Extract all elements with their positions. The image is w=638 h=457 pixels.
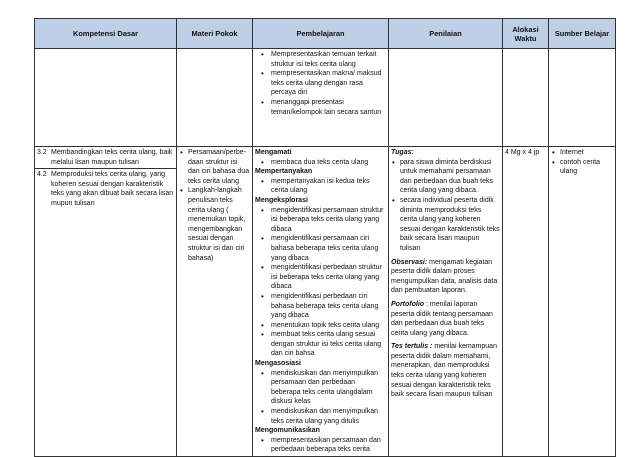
- list-item: • para siswa diminta berdiskusi untuk memahami persamaan dan perbedaan dua buah teks cerita ulang yang dibaca.: [391, 158, 500, 196]
- header-sumber-belajar: Sumber Belajar: [549, 19, 616, 49]
- materi-list: [179, 148, 250, 263]
- observasi-paragraph: [391, 258, 500, 296]
- header-materi-pokok: Materi Pokok: [177, 19, 253, 49]
- kd-item: [37, 148, 174, 167]
- list-item: • mengidentifikasi persamaan struktur isi beberapa teks cerita ulang yang dibaca: [259, 206, 386, 235]
- menanya-list: [255, 177, 386, 196]
- list-item: • mengidentifikasi perbedaan struktur isi beberapa teks cerita ulang yang dibaca: [259, 263, 386, 292]
- sumber-list: [551, 148, 613, 177]
- cell-sumber-belajar: [549, 147, 616, 457]
- kd-number: 3.2: [37, 149, 47, 156]
- list-item: • mempertanyakan isi kedua teks cerita ulang: [259, 177, 386, 196]
- list-item: • secara individual peserta didik diminta memproduksi teks cerita ulang yang koheren sesuai dengan karakteristik teks baik secara lisan maupun tulisan: [391, 196, 500, 254]
- cell-penilaian-empty: [389, 49, 503, 147]
- cell-sumber-empty: [549, 49, 616, 147]
- list-item: • mengidentifikasi perbedaan ciri bahasa beberapa teks cerita ulang yang dibaca: [259, 292, 386, 321]
- cell-materi-pokok: [177, 147, 253, 457]
- table-row: [35, 49, 616, 147]
- header-alokasi-waktu: Alokasi Waktu: [503, 19, 549, 49]
- silabus-table: [34, 18, 616, 457]
- section-heading: Mengomunikasikan: [255, 427, 320, 435]
- header-pembelajaran: Pembelajaran: [253, 19, 389, 49]
- header-row: [35, 19, 616, 49]
- pembelajaran-list: [255, 50, 386, 117]
- list-item: • mendiskusikan dan menyimpulkan persamaan dan perbedaan beberapa teks cerita ulangdalam diskusi kelas: [259, 369, 386, 407]
- komunikasi-list: [255, 436, 386, 455]
- kd-number: 4.2: [37, 171, 47, 179]
- cell-penilaian: [389, 147, 503, 457]
- kd-item: [35, 168, 176, 208]
- cell-pembelajaran: [253, 147, 389, 457]
- list-item: • contoh cerita ulang: [551, 158, 613, 177]
- cell-materi-empty: [177, 49, 253, 147]
- list-item: • Persamaan/perbe-daan struktur isi dan ciri bahasa dua teks cerita ulang: [179, 148, 250, 186]
- portofolio-label: Portofolio: [391, 300, 425, 308]
- section-heading: Mengasosiasi: [255, 360, 301, 368]
- list-item: • Langkah-langkah penulisan teks cerita ulang ( menemukan topik, mengembangkan sesuai dengan struktur isi dan ciri bahasa): [179, 186, 250, 263]
- kd-text: Membandingkan teks cerita ulang, baik melalui lisan maupun tulisan: [51, 149, 173, 166]
- list-item: • mengidentifikasi persamaan ciri bahasa beberapa teks cerita ulang yang dibaca: [259, 234, 386, 263]
- cell-alokasi-waktu: 4 Mg x 4 jp: [503, 147, 549, 457]
- list-item: • menanggapi presentasi teman/kelompok lain secara santun: [259, 98, 386, 117]
- section-heading: Mengeksplorasi: [255, 196, 308, 204]
- header-kompetensi-dasar: Kompetensi Dasar: [35, 19, 177, 49]
- list-item: • Internet: [551, 148, 613, 158]
- cell-kompetensi-dasar: [35, 147, 177, 457]
- tes-text: menilai kemampuan peserta didik dalam memahami, menerapkan, dan memproduksi teks cerita ulang yang koheren sesuai dengan karakteristik teks baik secara lisan maupun tulisan: [391, 343, 497, 399]
- eksplorasi-list: [255, 206, 386, 360]
- portofolio-text: : menilai laporan peserta didik tentang persamaan dan perbedaan dua buah teks cerita ulang yang dibaca.: [391, 300, 493, 337]
- cell-alokasi-empty: [503, 49, 549, 147]
- tugas-heading: Tugas:: [391, 149, 414, 156]
- section-heading: Mengamati: [255, 149, 292, 156]
- list-item: • Mempresentasikan temuan terkait struktur isi teks cerita ulang: [259, 50, 386, 69]
- list-item: • mempresentasikan makna/ maksud teks cerita ulang dengan rasa percaya diri: [259, 69, 386, 98]
- cell-pembelajaran: [253, 49, 389, 147]
- asosiasi-list: [255, 369, 386, 427]
- table-row: [35, 147, 616, 457]
- portofolio-paragraph: [391, 300, 500, 338]
- list-item: • membuat teks cerita ulang sesuai dengan struktur isi teks cerita ulang dan ciri bahsa: [259, 330, 386, 359]
- section-heading: Mempertanyakan: [255, 168, 313, 176]
- list-item: • menentukan topik teks cerita ulang: [259, 321, 386, 331]
- kd-text: Memproduksi teks cerita ulang, yang koheren sesuai dengan karakteristik teks yang akan dibuat baik secara lisan mupun tulisan: [51, 171, 174, 207]
- cell-kd-empty: [35, 49, 177, 147]
- header-penilaian: Penilaian: [389, 19, 503, 49]
- observasi-text: mengamati kegiatan peserta didik dalam proses mengumpulkan data, analisis data dan pembuatan laporan.: [391, 258, 498, 295]
- list-item: • membaca dua teks cerita ulang: [259, 158, 386, 168]
- tes-label: Tes tertulis :: [391, 343, 433, 351]
- tugas-list: [391, 158, 500, 254]
- list-item: • mendiskusikan dan menyimpulkan teks cerita ulang yang ditulis: [259, 407, 386, 426]
- list-item: • mempresentasikan persamaan dan perbedaan beberapa teks cerita: [259, 436, 386, 455]
- mengamati-list: [255, 158, 386, 168]
- observasi-label: Observasi:: [391, 258, 428, 266]
- tes-paragraph: [391, 342, 500, 400]
